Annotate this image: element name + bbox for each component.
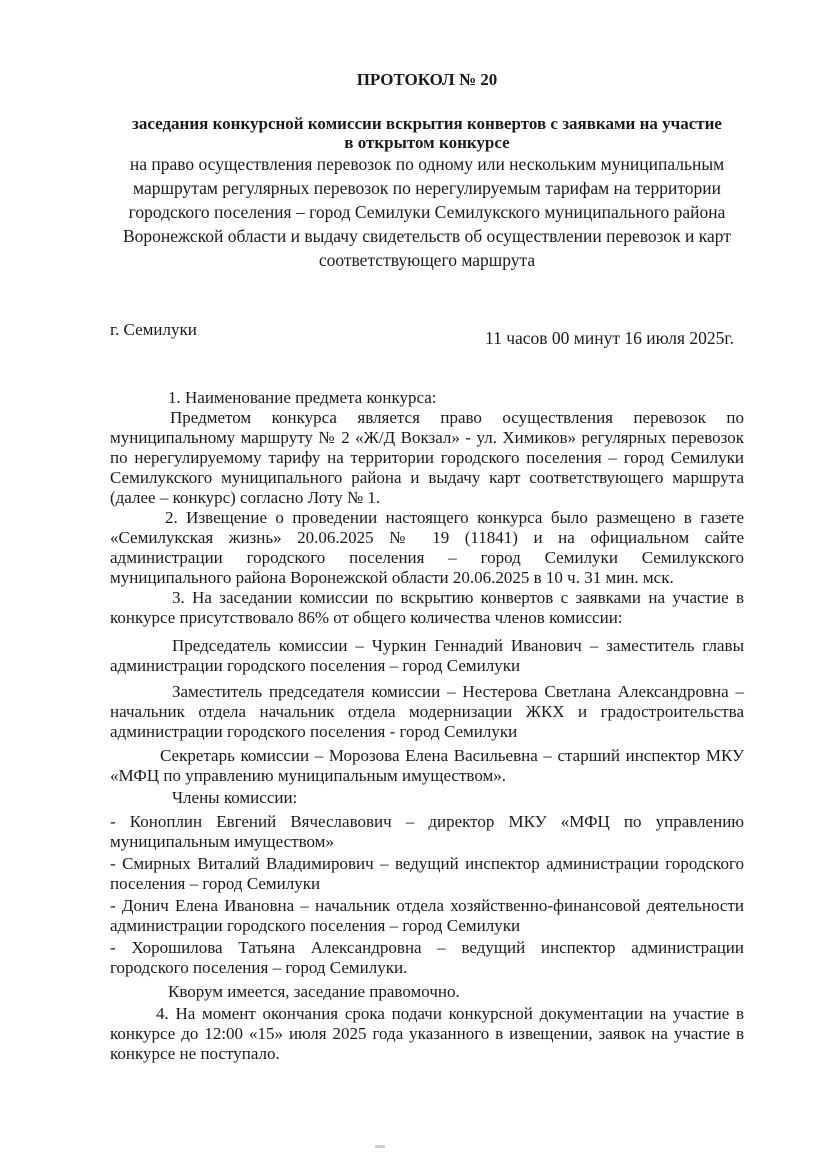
- member-item: - Коноплин Евгений Вячеславович – директор МКУ «МФЦ по управлению муниципальным имуществом»: [110, 812, 744, 851]
- protocol-subtitle: на право осуществления перевозок по одному или нескольким муниципальным маршрутам регулярных перевозок по нерегулируемым тарифам на территории городского поселения – город Семилуки Семилукского муниципального района Воронежской области и выдачу свидетельств об осуществлении перевозок и карт соответствующего маршрута: [123, 154, 731, 270]
- deputy-text: Заместитель председателя комиссии – Нестерова Светлана Александровна – начальник отдела начальник отдела модернизации ЖКХ и градостроительства администрации городского поселения - город Семилуки: [110, 682, 744, 741]
- section-4-text: 4. На момент окончания срока подачи конкурсной документации на участие в конкурсе до 12:00 «15» июля 2025 года указанного в извещении, заявок на участие в конкурсе не поступало.: [110, 1004, 744, 1063]
- time-label: 11 часов 00 минут 16 июля 2025г.: [484, 328, 734, 348]
- section-1-heading: 1. Наименование предмета конкурса:: [168, 388, 437, 407]
- place-label: г. Семилуки: [110, 320, 197, 339]
- member-item: - Донич Елена Ивановна – начальник отдела хозяйственно-финансовой деятельности администрации городского поселения – город Семилуки: [110, 896, 744, 935]
- scan-mark: [375, 1145, 385, 1148]
- member-item: - Хорошилова Татьяна Александровна – ведущий инспектор администрации городского поселения – город Семилуки.: [110, 938, 744, 977]
- quorum-text: Кворум имеется, заседание правомочно.: [168, 982, 460, 1001]
- protocol-title: ПРОТОКОЛ № 20: [356, 70, 498, 89]
- members-heading: Члены комиссии:: [172, 788, 298, 807]
- chairman-text: Председатель комиссии – Чуркин Геннадий Иванович – заместитель главы администрации городского поселения – город Семилуки: [110, 636, 744, 675]
- member-item: - Смирных Виталий Владимирович – ведущий инспектор администрации городского поселения – город Семилуки: [110, 854, 744, 893]
- section-3-text: 3. На заседании комиссии по вскрытию конвертов с заявками на участие в конкурсе присутствовало 86% от общего количества членов комиссии:: [110, 588, 744, 627]
- section-1-text: Предметом конкурса является право осуществления перевозок по муниципальному маршруту № 2 «Ж/Д Вокзал» - ул. Химиков» регулярных перевозок по нерегулируемому тарифу на территории городского поселения – город Семилуки Семилукского муниципального района и выдачу карт соответствующего маршрута (далее – конкурс) согласно Лоту № 1.: [110, 408, 744, 507]
- place-time-row: [110, 320, 744, 348]
- section-2-text: 2. Извещение о проведении настоящего конкурса было размещено в газете «Семилукская жизнь» 20.06.2025 № 19 (11841) и на официальном сайте администрации городского поселения – город Семилуки Семилукского муниципального района Воронежской области 20.06.2025 в 10 ч. 31 мин. мск.: [110, 508, 744, 587]
- protocol-subtitle-bold: заседания конкурсной комиссии вскрытия конвертов с заявками на участие в открытом конкурсе: [132, 114, 722, 152]
- protocol-body: [110, 388, 744, 1064]
- secretary-text: Секретарь комиссии – Морозова Елена Васильевна – старший инспектор МКУ «МФЦ по управлению муниципальным имуществом».: [110, 746, 744, 785]
